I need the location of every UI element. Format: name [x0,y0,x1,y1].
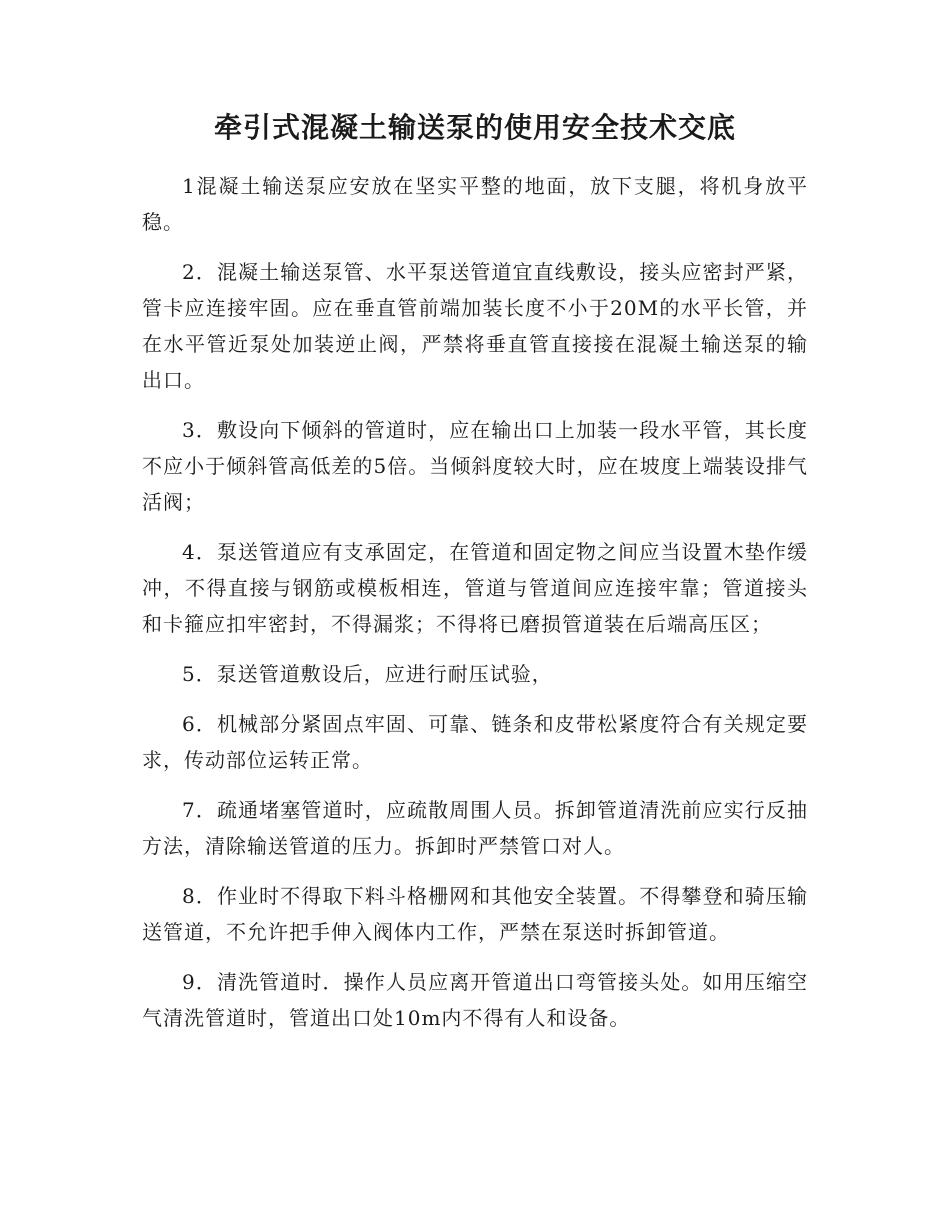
paragraph-1: 1混凝土输送泵应安放在坚实平整的地面，放下支腿，将机身放平稳。 [142,174,808,234]
paragraph-2: 2．混凝土输送泵管、水平泵送管道宜直线敷设，接头应密封严紧，管卡应连接牢固。应在垂直管前端加装长度不小于20M的水平长管，并在水平管近泵处加装逆止阀，严禁将垂直管直接接在混凝土输送泵的输出口。 [142,260,808,392]
paragraph-6: 6．机械部分紧固点牢固、可靠、链条和皮带松紧度符合有关规定要求，传动部位运转正常。 [142,712,808,772]
paragraph-7: 7．疏通堵塞管道时，应疏散周围人员。拆卸管道清洗前应实行反抽方法，清除输送管道的压力。拆卸时严禁管口对人。 [142,798,808,858]
paragraph-3: 3．敷设向下倾斜的管道时，应在输出口上加装一段水平管，其长度不应小于倾斜管高低差的5倍。当倾斜度较大时，应在坡度上端装设排气活阀； [142,418,808,514]
paragraph-8: 8．作业时不得取下料斗格栅网和其他安全装置。不得攀登和骑压输送管道，不允许把手伸入阀体内工作，严禁在泵送时拆卸管道。 [142,884,808,944]
document-body [142,168,808,1050]
document-title: 牵引式混凝土输送泵的使用安全技术交底 [213,111,736,144]
paragraph-9: 9．清洗管道时．操作人员应离开管道出口弯管接头处。如用压缩空气清洗管道时，管道出口处10m内不得有人和设备。 [142,970,808,1030]
paragraph-5: 5．泵送管道敷设后，应进行耐压试验， [182,662,553,686]
paragraph-4: 4．泵送管道应有支承固定，在管道和固定物之间应当设置木垫作缓冲，不得直接与钢筋或模板相连，管道与管道间应连接牢靠；管道接头和卡箍应扣牢密封，不得漏浆；不得将已磨损管道装在后端高压区； [142,540,808,636]
